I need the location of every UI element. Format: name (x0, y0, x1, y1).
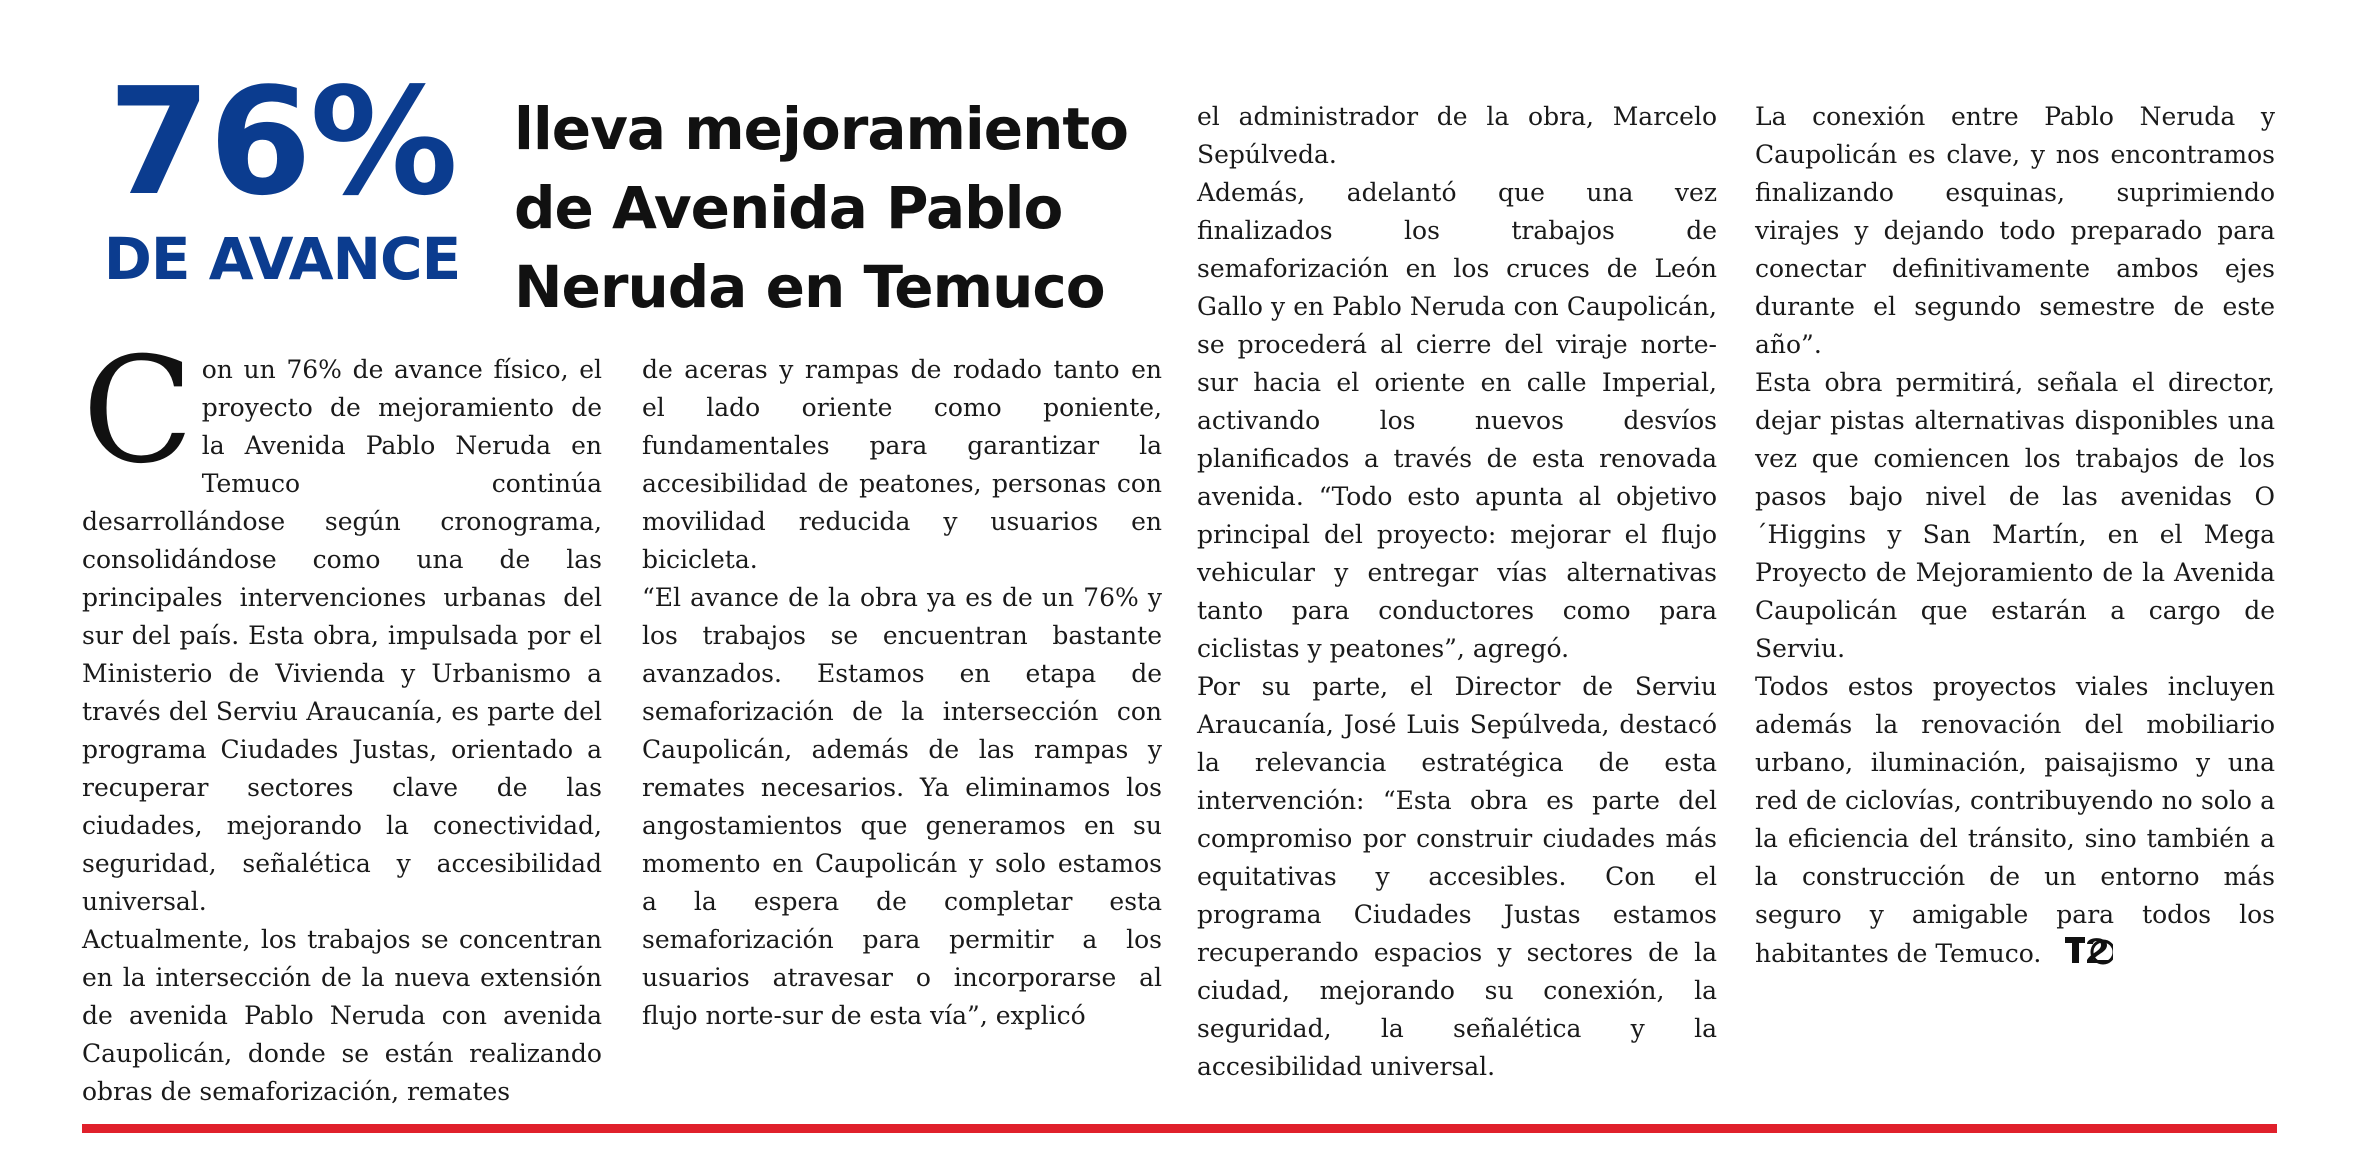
article-paragraph: de aceras y rampas de rodado tanto en el lado oriente como poniente, fundamentales para garantizar la accesibilidad de peatones, personas con movilidad reducida y usuarios en bicicleta. (642, 355, 1162, 574)
article-paragraph: “El avance de la obra ya es de un 76% y los trabajos se encuentran bastante avanzados. Estamos en etapa de semaforización de la intersección con Caupolicán, además de las rampas y remates necesarios. Ya eliminamos los angostamientos que generamos en su momento en Caupolicán y solo estamos a la espera de completar esta semaforización para permitir a los usuarios atravesar o incorporarse al flujo norte-sur de esta vía”, explicó (642, 583, 1162, 1030)
article-column-1 (82, 326, 602, 1111)
t2-logo-svg (2063, 934, 2113, 966)
paragraph-text: Todos estos proyectos viales incluyen además la renovación del mobiliario urbano, iluminación, paisajismo y una red de ciclovías, contribuyendo no solo a la eficiencia del tránsito, sino también a la construcción de un entorno más seguro y amigable para todos los habitantes de Temuco. (1755, 672, 2275, 968)
headline-title-line: Neruda en Temuco (514, 253, 1105, 321)
drop-cap: C (82, 326, 194, 496)
article-paragraph: Actualmente, los trabajos se concentran en la intersección de la nueva extensión de avenida Pablo Neruda con avenida Caupolicán, donde se están realizando obras de semaforización, remates (82, 925, 602, 1106)
article-column-3 (1197, 98, 1717, 1086)
headline-title (514, 90, 1134, 327)
headline-block (82, 56, 1128, 325)
article-column-2 (642, 351, 1162, 1035)
article-paragraph: Por su parte, el Director de Serviu Araucanía, José Luis Sepúlveda, destacó la relevancia estratégica de esta intervención: “Esta obra es parte del compromiso por construir ciudades más equitativas y accesibles. Con el programa Ciudades Justas estamos recuperando espacios y sectores de la ciudad, mejorando su conexión, la seguridad, la señalética y la accesibilidad universal. (1197, 672, 1717, 1081)
article-paragraph (1755, 668, 2275, 977)
headline-title-line: de Avenida Pablo (514, 174, 1063, 242)
headline-title-line: lleva mejoramiento (514, 95, 1128, 163)
article-paragraph: el administrador de la obra, Marcelo Sepúlveda. (1197, 102, 1717, 169)
article-column-4 (1755, 98, 2275, 977)
headline-subtitle: DE AVANCE (103, 225, 461, 293)
headline-percent: 76% (107, 56, 457, 228)
bottom-red-rule (82, 1124, 2277, 1133)
article-paragraph: Esta obra permitirá, señala el director, dejar pistas alternativas disponibles una vez que comiencen los trabajos de los pasos bajo nivel de las avenidas O´Higgins y San Martín, en el Mega Proyecto de Mejoramiento de la Avenida Caupolicán que estarán a cargo de Serviu. (1755, 368, 2275, 663)
paragraph-text: on un 76% de avance físico, el proyecto de mejoramiento de la Avenida Pablo Neruda en Temuco continúa desarrollándose según cronograma, consolidándose como una de las principales intervenciones urbanas del sur del país. Esta obra, impulsada por el Ministerio de Vivienda y Urbanismo a través del Serviu Araucanía, es parte del programa Ciudades Justas, orientado a recuperar sectores clave de las ciudades, mejorando la conectividad, seguridad, señalética y accesibilidad universal. (82, 355, 602, 916)
article-paragraph (82, 326, 602, 921)
article-paragraph: Además, adelantó que una vez finalizados los trabajos de semaforización en los cruces de León Gallo y en Pablo Neruda con Caupolicán, se procederá al cierre del viraje norte-sur hacia el oriente en calle Imperial, activando los nuevos desvíos planificados a través de esta renovada avenida. “Todo esto apunta al objetivo principal del proyecto: mejorar el flujo vehicular y entregar vías alternativas tanto para conductores como para ciclistas y peatones”, agregó. (1197, 178, 1717, 663)
article-paragraph: La conexión entre Pablo Neruda y Caupolicán es clave, y nos encontramos finalizando esquinas, suprimiendo virajes y dejando todo preparado para conectar definitivamente ambos ejes durante el segundo semestre de este año”. (1755, 102, 2275, 359)
t2-logo-icon (2063, 934, 2113, 977)
